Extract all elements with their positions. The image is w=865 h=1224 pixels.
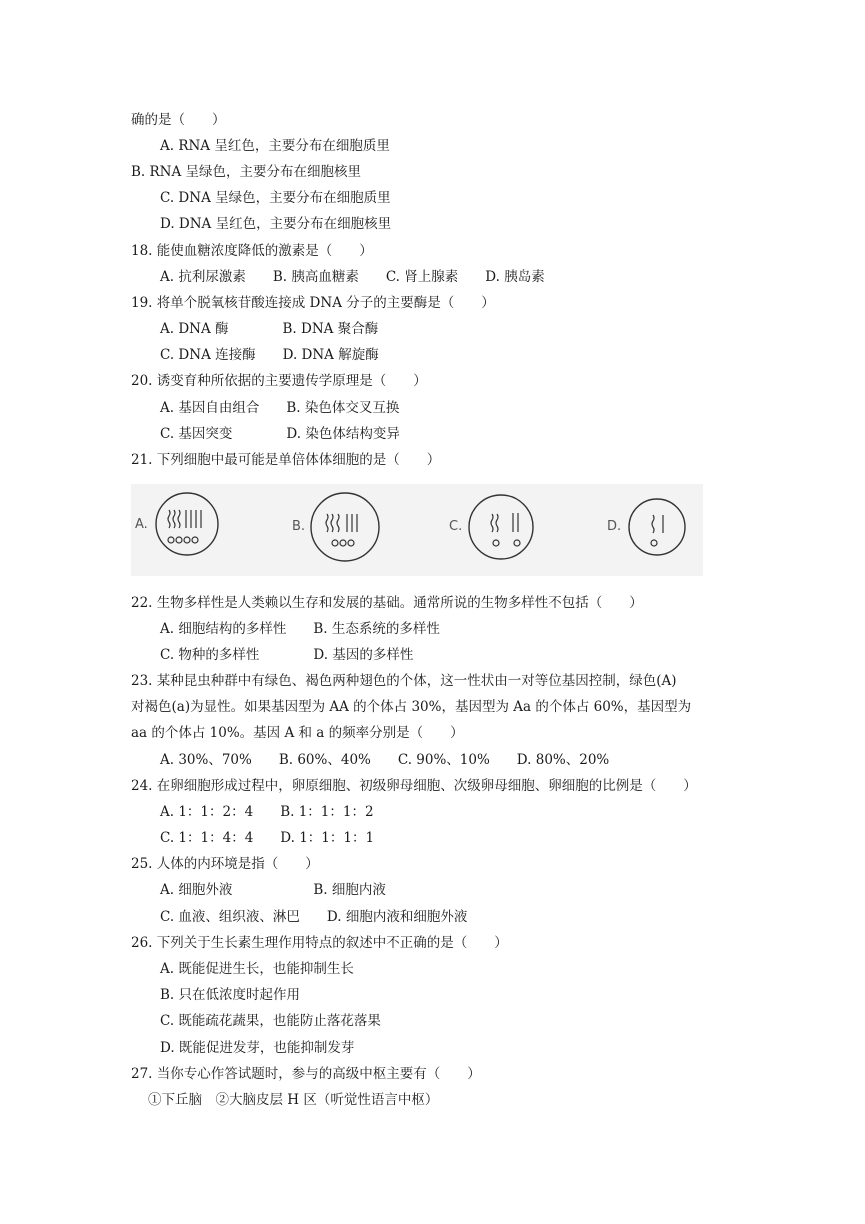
q24-options-ab: A. 1：1：2：4 B. 1：1：1：2 xyxy=(160,804,374,820)
q22-options-cd: C. 物种的多样性 D. 基因的多样性 xyxy=(160,647,414,663)
q20-options-cd: C. 基因突变 D. 染色体结构变异 xyxy=(160,426,400,442)
q26-option-d: D. 既能促进发芽，也能抑制发芽 xyxy=(160,1040,355,1056)
q26-option-b: B. 只在低浓度时起作用 xyxy=(160,987,301,1003)
q19-options-ab: A. DNA 酶 B. DNA 聚合酶 xyxy=(160,321,379,337)
q20-options-ab: A. 基因自由组合 B. 染色体交叉互换 xyxy=(160,400,400,416)
q18-stem: 18. 能使血糖浓度降低的激素是（ ） xyxy=(131,243,373,259)
q24-stem: 24. 在卵细胞形成过程中，卵原细胞、初级卵母细胞、次级卵母细胞、卵细胞的比例是（ ） xyxy=(131,778,697,794)
q21-cell-figure xyxy=(131,484,703,576)
q25-options-cd: C. 血液、组织液、淋巴 D. 细胞内液和细胞外液 xyxy=(160,909,468,925)
q26-option-c: C. 既能疏花蔬果，也能防止落花落果 xyxy=(160,1013,381,1029)
q26-option-a: A. 既能促进生长，也能抑制生长 xyxy=(160,961,354,977)
q24-options-cd: C. 1：1：4：4 D. 1：1：1：1 xyxy=(160,830,375,846)
q25-stem: 25. 人体的内环境是指（ ） xyxy=(131,856,319,872)
q17-option-d: D. DNA 呈红色，主要分布在细胞核里 xyxy=(160,216,392,232)
q22-options-ab: A. 细胞结构的多样性 B. 生态系统的多样性 xyxy=(160,621,440,637)
cell-a-label: A. xyxy=(135,517,148,532)
cell-d-label: D. xyxy=(607,519,622,534)
q23-stem-3: aa 的个体占 10%。基因 A 和 a 的频率分别是（ ） xyxy=(131,725,464,741)
q17-stem-tail: 确的是（ ） xyxy=(131,112,226,128)
q17-option-b: B. RNA 呈绿色，主要分布在细胞核里 xyxy=(131,164,362,180)
q27-choices: ①下丘脑 ②大脑皮层 H 区（听觉性语言中枢） xyxy=(148,1092,439,1108)
q21-stem: 21. 下列细胞中最可能是单倍体体细胞的是（ ） xyxy=(131,452,441,468)
q17-option-a: A. RNA 呈红色，主要分布在细胞质里 xyxy=(160,138,390,154)
q17-option-c: C. DNA 呈绿色，主要分布在细胞质里 xyxy=(160,190,391,206)
q23-stem-1: 23. 某种昆虫种群中有绿色、褐色两种翅色的个体，这一性状由一对等位基因控制，绿色(A) xyxy=(131,673,677,689)
cell-b-label: B. xyxy=(292,519,306,534)
q20-stem: 20. 诱变育种所依据的主要遗传学原理是（ ） xyxy=(131,373,427,389)
q19-options-cd: C. DNA 连接酶 D. DNA 解旋酶 xyxy=(160,347,379,363)
q23-options: A. 30%、70% B. 60%、40% C. 90%、10% D. 80%、20% xyxy=(160,752,610,768)
q22-stem: 22. 生物多样性是人类赖以生存和发展的基础。通常所说的生物多样性不包括（ ） xyxy=(131,595,643,611)
q25-options-ab: A. 细胞外液 B. 细胞内液 xyxy=(160,882,386,898)
q18-options: A. 抗利尿激素 B. 胰高血糖素 C. 肾上腺素 D. 胰岛素 xyxy=(160,269,545,285)
q23-stem-2: 对褐色(a)为显性。如果基因型为 AA 的个体占 30%，基因型为 Aa 的个体占 60%，基因型为 xyxy=(131,699,692,715)
q26-stem: 26. 下列关于生长素生理作用特点的叙述中不正确的是（ ） xyxy=(131,935,508,951)
q19-stem: 19. 将单个脱氧核苷酸连接成 DNA 分子的主要酶是（ ） xyxy=(131,295,495,311)
q27-stem: 27. 当你专心作答试题时，参与的高级中枢主要有（ ） xyxy=(131,1066,481,1082)
cell-c-label: C. xyxy=(449,519,463,534)
